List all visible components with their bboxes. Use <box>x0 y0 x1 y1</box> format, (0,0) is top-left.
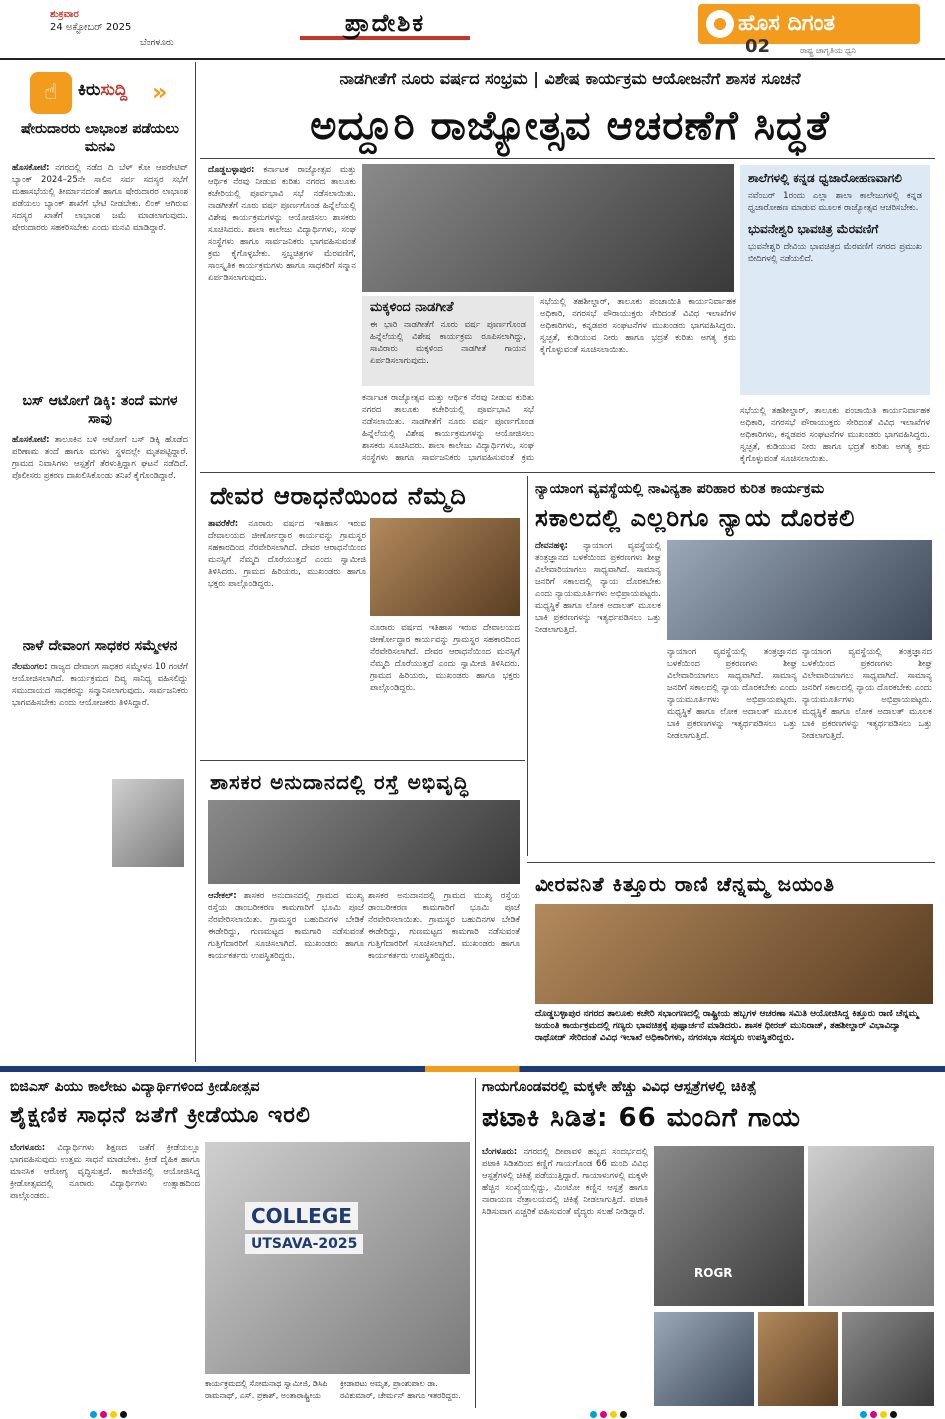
story-body: ತಾವರೆಕೆರೆ: ನೂರಾರು ವರ್ಷದ ಇತಿಹಾಸ ಇರುವ ದೇವಾಲಯದ ಜೀರ್ಣೋದ್ಧಾರ ಕಾರ್ಯವನ್ನು ಗ್ರಾಮಸ್ಥರ ಸಹಕಾರದಿಂದ ನೆರವೇರಿಸಲಾಗಿದೆ. ದೇವರ ಆರಾಧನೆಯಿಂದ ಮನಸ್ಸಿಗೆ ನೆಮ್ಮದಿ ದೊರೆಯುತ್ತದೆ ಎಂದು ಸ್ವಾಮೀಜಿ ತಿಳಿಸಿದರು. ಗ್ರಾಮದ ಹಿರಿಯರು, ಮುಖಂಡರು ಹಾಗೂ ಭಕ್ತರು ಪಾಲ್ಗೊಂಡಿದ್ದರು. <box>208 519 366 589</box>
issue-date-block <box>50 8 131 34</box>
edition-city: ಬೆಂಗಳೂರು <box>140 38 174 48</box>
story-body: ಆನೇಕಲ್: ಶಾಸಕರ ಅನುದಾನದಲ್ಲಿ ಗ್ರಾಮದ ಮುಖ್ಯ ರಸ್ತೆಯ ಡಾಂಬರೀಕರಣ ಕಾಮಗಾರಿಗೆ ಭೂಮಿ ಪೂಜೆ ನೆರವೇರಿಸಲಾಯಿತು. ಗ್ರಾಮಸ್ಥರ ಬಹುದಿನಗಳ ಬೇಡಿಕೆ ಈಡೇರಿದ್ದು, ಗುಣಮಟ್ಟದ ಕಾಮಗಾರಿ ನಡೆಸುವಂತೆ ಗುತ್ತಿಗೆದಾರರಿಗೆ ಸೂಚಿಸಲಾಗಿದೆ. ಮುಖಂಡರು ಹಾಗೂ ಕಾರ್ಯಕರ್ತರು ಉಪಸ್ಥಿತರಿದ್ದರು. <box>208 891 364 961</box>
brand-logo <box>698 4 920 44</box>
divider <box>200 760 525 761</box>
meeting-photo <box>362 164 734 292</box>
brief-body: ನೆಲಮಂಗಲ: ರಾಜ್ಯದ ದೇವಾಂಗ ಸಾಧಕರ ಸಮ್ಮೇಳನ 10 ಗಂಟೆಗೆ ಆಯೋಜಿಸಲಾಗಿದೆ. ಕಾರ್ಯಕ್ರಮದ ದಿವ್ಯ ಸಾನಿಧ್ಯ ವಹಿಸಲಿದ್ದು ಸಮುದಾಯದ ಸಾಧಕರನ್ನು ಸನ್ಮಾನಿಸಲಾಗುವುದು. ಸಾರ್ವಜನಿಕರು ಭಾಗವಹಿಸಬೇಕು ಎಂದು ಆಯೋಜಕರು ತಿಳಿಸಿದ್ದಾರೆ. <box>12 662 188 708</box>
highlight-text: ಭುವನೇಶ್ವರಿ ದೇವಿಯ ಭಾವಚಿತ್ರದ ಮೆರವಣಿಗೆ ನಗರದ ಪ್ರಮುಖ ಬೀದಿಗಳಲ್ಲಿ ನಡೆಯಲಿದೆ. <box>748 242 922 264</box>
story-kicker: ಬಿಜಿಎಸ್ ಪಿಯು ಕಾಲೇಜು ವಿದ್ಯಾರ್ಥಿಗಳಿಂದ ಕ್ರೀಡೋತ್ಸವ <box>10 1079 260 1095</box>
chevrons-icon: » <box>152 78 168 106</box>
story-body: ದೇವನಹಳ್ಳಿ: ನ್ಯಾಯಾಂಗ ವ್ಯವಸ್ಥೆಯಲ್ಲಿ ತಂತ್ರಜ್ಞಾನದ ಬಳಕೆಯಿಂದ ಪ್ರಕರಣಗಳು ಶೀಘ್ರ ವಿಲೇವಾರಿಯಾಗಲು ಸಾಧ್ಯವಾಗಿದೆ. ಸಾಮಾನ್ಯ ಜನರಿಗೆ ಸಕಾಲದಲ್ಲಿ ನ್ಯಾಯ ದೊರಕಬೇಕು ಎಂದು ನ್ಯಾಯಮೂರ್ತಿಗಳು ಅಭಿಪ್ರಾಯಪಟ್ಟರು. ಮಧ್ಯಸ್ಥಿಕೆ ಹಾಗೂ ಲೋಕ ಅದಾಲತ್ ಮೂಲಕ ಬಾಕಿ ಪ್ರಕರಣಗಳನ್ನು ಇತ್ಯರ್ಥಪಡಿಸಲು ಒತ್ತು ನೀಡಲಾಗುತ್ತಿದೆ. <box>535 541 661 635</box>
highlight-title: ಭುವನೇಶ್ವರಿ ಭಾವಚಿತ್ರ ಮೆರವಣಿಗೆ <box>748 222 879 236</box>
weekday: ಶುಕ್ರವಾರ <box>50 9 79 20</box>
briefs-column <box>0 62 196 1062</box>
brief-item <box>12 392 188 654</box>
top-story-body-3: ಕರ್ನಾಟಕ ರಾಜ್ಯೋತ್ಸವ ಮತ್ತು ಆರ್ಥಿಕ ನೆರವು ನೀಡುವ ಕುರಿತು ನಗರದ ತಾಲೂಕು ಕಚೇರಿಯಲ್ಲಿ ಪೂರ್ವಭಾವಿ ಸಭೆ ನಡೆಸಲಾಯಿತು. ನಾಡಗೀತೆಗೆ ನೂರು ವರ್ಷ ಪೂರ್ಣಗೊಂಡ ಹಿನ್ನೆಲೆಯಲ್ಲಿ ವಿಶೇಷ ಕಾರ್ಯಕ್ರಮಗಳನ್ನು ಆಯೋಜಿಸಲು ಶಾಸಕರು ಸೂಚಿಸಿದರು. ಶಾಲಾ ಕಾಲೇಜು ವಿದ್ಯಾರ್ಥಿಗಳು, ಸಂಘ ಸಂಸ್ಥೆಗಳು ಹಾಗೂ ಸಾರ್ವಜನಿಕರು ಭಾಗವಹಿಸುವಂತೆ ಕ್ರಮ <box>362 393 534 463</box>
brief-title: ಷೇರುದಾರರು ಲಾಭಾಂಶ ಪಡೆಯಲು ಮನವಿ <box>21 121 179 155</box>
divider <box>200 158 935 159</box>
story-body-2: ನ್ಯಾಯಾಂಗ ವ್ಯವಸ್ಥೆಯಲ್ಲಿ ತಂತ್ರಜ್ಞಾನದ ಬಳಕೆಯಿಂದ ಪ್ರಕರಣಗಳು ಶೀಘ್ರ ವಿಲೇವಾರಿಯಾಗಲು ಸಾಧ್ಯವಾಗಿದೆ. ಸಾಮಾನ್ಯ ಜನರಿಗೆ ಸಕಾಲದಲ್ಲಿ ನ್ಯಾಯ ದೊರಕಬೇಕು ಎಂದು ನ್ಯಾಯಮೂರ್ತಿಗಳು ಅಭಿಪ್ರಾಯಪಟ್ಟರು. ಮಧ್ಯಸ್ಥಿಕೆ ಹಾಗೂ ಲೋಕ ಅದಾಲತ್ ಮೂಲಕ ಬಾಕಿ ಪ್ರಕರಣಗಳನ್ನು ಇತ್ಯರ್ಥಪಡಿಸಲು ಒತ್ತು ನೀಡಲಾಗುತ್ತಿದೆ. <box>667 647 797 741</box>
print-registration-marks <box>90 1410 130 1419</box>
photo-caption: ಕಾರ್ಯಕ್ರಮದಲ್ಲಿ ಸೋಮನಾಥ ಸ್ವಾಮೀಜಿ, ಡಿಸಿಪಿ ರಾಮನಾಥ್, ಎಸ್. ಪ್ರಕಾಶ್, ಅಂತಾರಾಷ್ಟ್ರೀಯ <box>205 1379 328 1400</box>
judiciary-event-photo <box>667 540 932 640</box>
brief-title: ನಾಳೆ ದೇವಾಂಗ ಸಾಧಕರ ಸಮ್ಮೇಳನ <box>22 638 178 654</box>
brief-body: ಹೊಸಕೋಟೆ: ನಗರದಲ್ಲಿ ನಡೆದ ದಿ ಬೆಳ್ ಕೋ ಆಪರೇಟಿವ್ ಬ್ಯಾಂಕ್ 2024–25ನೇ ಸಾಲಿನ ಸರ್ವ ಸದಸ್ಯರ ಸಭೆಗೆ ಮಹಾಸಭೆಯಲ್ಲಿ ತೀರ್ಮಾನದಂತೆ ಹಾಗೂ ಷೇರುದಾರರ ಲಾಭಾಂಶ ಪಡೆಯಲು ಬ್ಯಾಂಕ್ ಶಾಖೆಗೆ ಭೇಟಿ ನೀಡಬೇಕು. ಲಿಂಕ್ ಆಗಿರುವ ಸದಸ್ಯರ ಖಾತೆಗೆ ಲಾಭಾಂಶ ಜಮೆ ಮಾಡಲಾಗುವುದು. ಷೇರುದಾರರು ಸಹಕರಿಸಬೇಕು ಎಂದು ಮನವಿ ಮಾಡಿದ್ದಾರೆ. <box>12 163 188 233</box>
divider <box>527 862 935 863</box>
masthead <box>0 0 945 60</box>
story-body: ಬೆಂಗಳೂರು: ವಿದ್ಯಾರ್ಥಿಗಳು ಶಿಕ್ಷಣದ ಜತೆಗೆ ಕ್ರೀಡೆಯಲ್ಲೂ ಭಾಗವಹಿಸುವುದು ಉತ್ತಮ ಸಾಧನೆ ಮಾಡಬೇಕು. ಕ್ರೀಡೆ ದೈಹಿಕ ಹಾಗೂ ಮಾನಸಿಕ ಆರೋಗ್ಯ ವೃದ್ಧಿಸುತ್ತದೆ. ಕಾಲೇಜಿನಲ್ಲಿ ಆಯೋಜಿಸಿದ್ದ ಕ್ರೀಡೋತ್ಸವದಲ್ಲಿ ನೂರಾರು ವಿದ್ಯಾರ್ಥಿಗಳು ಉತ್ಸಾಹದಿಂದ ಪಾಲ್ಗೊಂಡರು. <box>10 1143 200 1201</box>
caption-text: ಈ ಭಾರಿ ನಾಡಗೀತೆಗೆ ನೂರು ವರ್ಷ ಪೂರ್ಣಗೊಂಡ ಹಿನ್ನೆಲೆಯಲ್ಲಿ ವಿಶೇಷ ಕಾರ್ಯಕ್ರಮ ರೂಪಿಸಲಾಗಿದ್ದು, ಸಾವಿರಾರು ಮಕ್ಕಳಿಂದ ನಾಡಗೀತೆ ಗಾಯನ ಏರ್ಪಡಿಸಲಾಗುವುದು. <box>370 320 526 366</box>
portrait-photo <box>112 779 184 867</box>
jayanti-photo <box>535 904 933 1004</box>
highlight-box <box>740 165 930 395</box>
highlight-text: ನವೆಂಬರ್ 1ರಂದು ಎಲ್ಲಾ ಶಾಲಾ ಕಾಲೇಜುಗಳಲ್ಲಿ ಕನ್ನಡ ಧ್ವಜಾರೋಹಣ ಮಾಡುವ ಮೂಲಕ ರಾಜ್ಯೋತ್ಸವ ಆಚರಿಸಬೇಕು. <box>748 191 922 213</box>
brief-item <box>12 120 188 377</box>
photo-caption: ದೊಡ್ಡಬಳ್ಳಾಪುರ ನಗರದ ತಾಲೂಕು ಕಚೇರಿ ಸಭಾಂಗಣದಲ್ಲಿ ರಾಷ್ಟ್ರೀಯ ಹಬ್ಬಗಳ ಆಚರಣಾ ಸಮಿತಿ ಆಯೋಜಿಸಿದ್ದ ಕಿತ್ತೂರು ರಾಣಿ ಚೆನ್ನಮ್ಮ ಜಯಂತಿ ಕಾರ್ಯಕ್ರಮದಲ್ಲಿ ಗಣ್ಯರು ಭಾವಚಿತ್ರಕ್ಕೆ ಪುಷ್ಪಾರ್ಚನೆ ಮಾಡಿದರು. ಶಾಸಕ ಧೀರಜ್ ಮುನಿರಾಜ್, ತಹಶೀಲ್ದಾರ್ ವಿಭಾವಿದ್ಯಾ ರಾಥೋಡ್ ಸೇರಿದಂತೆ ವಿವಿಧ ಇಲಾಖೆ ಅಧಿಕಾರಿಗಳು, ನಗರಸಭಾ ಸದಸ್ಯರು ಉಪಸ್ಥಿತರಿದ್ದರು. <box>535 1009 919 1043</box>
brand-emblem-icon <box>706 10 734 38</box>
eye-exam-photo <box>654 1312 754 1406</box>
brief-title: ಬಸ್ ಆಟೋಗೆ ಡಿಕ್ಕಿ: ತಂದೆ ಮಗಳ ಸಾವು <box>22 393 178 427</box>
temple-photo <box>370 518 520 616</box>
section-divider-bar <box>0 1066 945 1072</box>
patient-photo <box>654 1146 804 1306</box>
divider <box>200 472 935 473</box>
sports-fest-photo <box>205 1142 470 1374</box>
top-story-body: ದೊಡ್ಡಬಳ್ಳಾಪುರ: ಕರ್ನಾಟಕ ರಾಜ್ಯೋತ್ಸವ ಮತ್ತು ಆರ್ಥಿಕ ನೆರವು ನೀಡುವ ಕುರಿತು ನಗರದ ತಾಲೂಕು ಕಚೇರಿಯಲ್ಲಿ ಪೂರ್ವಭಾವಿ ಸಭೆ ನಡೆಸಲಾಯಿತು. ನಾಡಗೀತೆಗೆ ನೂರು ವರ್ಷ ಪೂರ್ಣಗೊಂಡ ಹಿನ್ನೆಲೆಯಲ್ಲಿ ವಿಶೇಷ ಕಾರ್ಯಕ್ರಮಗಳನ್ನು ಆಯೋಜಿಸಲು ಶಾಸಕರು ಸೂಚಿಸಿದರು. ಶಾಲಾ ಕಾಲೇಜು ವಿದ್ಯಾರ್ಥಿಗಳು, ಸಂಘ ಸಂಸ್ಥೆಗಳು ಹಾಗೂ ಸಾರ್ವಜನಿಕರು ಭಾಗವಹಿಸುವಂತೆ ಕ್ರಮ ಕೈಗೊಳ್ಳಬೇಕು. ಸ್ತಬ್ಧಚಿತ್ರಗಳ ಮೆರವಣಿಗೆ, ಸಾಂಸ್ಕೃತಿಕ ಕಾರ್ಯಕ್ರಮಗಳು ಹಾಗೂ ಸಾಧಕರಿಗೆ ಸನ್ಮಾನ ಏರ್ಪಡಿಸಲಾಗುವುದು. <box>208 165 356 283</box>
column-rule <box>527 476 528 856</box>
story-body-3: ನ್ಯಾಯಾಂಗ ವ್ಯವಸ್ಥೆಯಲ್ಲಿ ತಂತ್ರಜ್ಞಾನದ ಬಳಕೆಯಿಂದ ಪ್ರಕರಣಗಳು ಶೀಘ್ರ ವಿಲೇವಾರಿಯಾಗಲು ಸಾಧ್ಯವಾಗಿದೆ. ಸಾಮಾನ್ಯ ಜನರಿಗೆ ಸಕಾಲದಲ್ಲಿ ನ್ಯಾಯ ದೊರಕಬೇಕು ಎಂದು ನ್ಯಾಯಮೂರ್ತಿಗಳು ಅಭಿಪ್ರಾಯಪಟ್ಟರು. ಮಧ್ಯಸ್ಥಿಕೆ ಹಾಗೂ ಲೋಕ ಅದಾಲತ್ ಮೂಲಕ ಬಾಕಿ ಪ್ರಕರಣಗಳನ್ನು ಇತ್ಯರ್ಥಪಡಿಸಲು ಒತ್ತು ನೀಡಲಾಗುತ್ತಿದೆ. <box>802 647 932 741</box>
story-body: ಬೆಂಗಳೂರು: ನಗರದಲ್ಲಿ ದೀಪಾವಳಿ ಹಬ್ಬದ ಸಂದರ್ಭದಲ್ಲಿ ಪಟಾಕಿ ಸಿಡಿತದಿಂದ ಕಣ್ಣಿಗೆ ಗಾಯಗೊಂಡ 66 ಮಂದಿ ವಿವಿಧ ಆಸ್ಪತ್ರೆಗಳಲ್ಲಿ ಚಿಕಿತ್ಸೆ ಪಡೆಯುತ್ತಿದ್ದಾರೆ. ಗಾಯಾಳುಗಳಲ್ಲಿ ಮಕ್ಕಳೇ ಹೆಚ್ಚಿನ ಸಂಖ್ಯೆಯಲ್ಲಿದ್ದು, ಮಿಂಟೋ ಕಣ್ಣಿನ ಆಸ್ಪತ್ರೆ ಹಾಗೂ ನಾರಾಯಣ ನೇತ್ರಾಲಯದಲ್ಲಿ ಚಿಕಿತ್ಸೆ ನೀಡಲಾಗುತ್ತಿದೆ. ಪಟಾಕಿ ಸಿಡಿಸುವಾಗ ಎಚ್ಚರಿಕೆ ವಹಿಸುವಂತೆ ವೈದ್ಯರು ಸಲಹೆ ನೀಡಿದ್ದಾರೆ. <box>482 1147 648 1217</box>
top-story-kicker: ನಾಡಗೀತೆಗೆ ನೂರು ವರ್ಷದ ಸಂಭ್ರಮ | ವಿಶೇಷ ಕಾರ್ಯಕ್ರಮ ಆಯೋಜನೆಗೆ ಶಾಸಕ ಸೂಚನೆ <box>339 69 801 88</box>
doctor-photo <box>808 1146 934 1306</box>
print-registration-marks <box>590 1410 630 1419</box>
story-headline: ಸಕಾಲದಲ್ಲಿ ಎಲ್ಲರಿಗೂ ನ್ಯಾಯ ದೊರಕಲಿ <box>535 504 856 532</box>
banner-text-2: UTSAVA-2025 <box>245 1234 363 1254</box>
story-kicker: ಗಾಯಗೊಂಡವರಲ್ಲಿ ಮಕ್ಕಳೇ ಹೆಚ್ಚು ವಿವಿಧ ಆಸ್ಪತ್ರೆಗಳಲ್ಲಿ ಚಿಕಿತ್ಸೆ <box>482 1079 757 1095</box>
shirt-text: ROGR <box>694 1266 733 1280</box>
top-story-body-4: ಸಭೆಯಲ್ಲಿ ತಹಶೀಲ್ದಾರ್, ತಾಲೂಕು ಪಂಚಾಯಿತಿ ಕಾರ್ಯನಿರ್ವಾಹಕ ಅಧಿಕಾರಿ, ನಗರಸಭೆ ಪೌರಾಯುಕ್ತರು ಸೇರಿದಂತೆ ವಿವಿಧ ಇಲಾಖೆಗಳ ಅಧಿಕಾರಿಗಳು, ಕನ್ನಡಪರ ಸಂಘಟನೆಗಳ ಮುಖಂಡರು ಭಾಗವಹಿಸಿದ್ದರು. ಸ್ವಚ್ಛತೆ, ಕುಡಿಯುವ ನೀರು ಹಾಗೂ ಭದ್ರತೆ ಕುರಿತು ಅಗತ್ಯ ಕ್ರಮ ಕೈಗೊಳ್ಳುವಂತೆ ಸೂಚಿಸಲಾಯಿತು. <box>740 406 930 464</box>
highlight-title: ಶಾಲೆಗಳಲ್ಲಿ ಕನ್ನಡ ಧ್ವಜಾರೋಹಣವಾಗಲಿ <box>748 171 902 185</box>
brand-tagline: ರಾಷ್ಟ್ರ ಜಾಗೃತಿಯ ಧ್ವನಿ <box>800 46 857 55</box>
story-headline: ವೀರವನಿತೆ ಕಿತ್ತೂರು ರಾಣಿ ಚೆನ್ನಮ್ಮ ಜಯಂತಿ <box>535 872 835 896</box>
print-registration-marks <box>860 1410 900 1419</box>
briefs-label: ಕಿರುಸುದ್ದಿ <box>78 80 128 100</box>
caption-title: ಮಕ್ಕಳಿಂದ ನಾಡಗೀತೆ <box>370 300 454 315</box>
top-story-body-2: ಸಭೆಯಲ್ಲಿ ತಹಶೀಲ್ದಾರ್, ತಾಲೂಕು ಪಂಚಾಯಿತಿ ಕಾರ್ಯನಿರ್ವಾಹಕ ಅಧಿಕಾರಿ, ನಗರಸಭೆ ಪೌರಾಯುಕ್ತರು ಸೇರಿದಂತೆ ವಿವಿಧ ಇಲಾಖೆಗಳ ಅಧಿಕಾರಿಗಳು, ಕನ್ನಡಪರ ಸಂಘಟನೆಗಳ ಮುಖಂಡರು ಭಾಗವಹಿಸಿದ್ದರು. ಸ್ವಚ್ಛತೆ, ಕುಡಿಯುವ ನೀರು ಹಾಗೂ ಭದ್ರತೆ ಕುರಿತು ಅಗತ್ಯ ಕ್ರಮ ಕೈಗೊಳ್ಳುವಂತೆ ಸೂಚಿಸಲಾಯಿತು. <box>540 297 736 355</box>
photo-caption-box <box>362 296 534 386</box>
brief-item <box>12 637 188 761</box>
story-headline: ಶೈಕ್ಷಣಿಕ ಸಾಧನೆ ಜತೆಗೆ ಕ್ರೀಡೆಯೂ ಇರಲಿ <box>10 1103 311 1128</box>
top-story-headline: ಅದ್ದೂರಿ ರಾಜ್ಯೋತ್ಸವ ಆಚರಣೆಗೆ ಸಿದ್ಧತೆ <box>310 103 830 149</box>
column-rule <box>475 1078 476 1408</box>
section-title: ಪ್ರಾದೇಶಿಕ <box>300 6 470 40</box>
brief-body: ಹೊಸಕೋಟೆ: ತಾಲೂಕಿನ ಬಳಿ ಆಟೋಗೆ ಬಸ್ ಡಿಕ್ಕಿ ಹೊಡೆದ ಪರಿಣಾಮ ತಂದೆ ಹಾಗೂ ಮಗಳು ಸ್ಥಳದಲ್ಲೇ ಮೃತಪಟ್ಟಿದ್ದಾರೆ. ಗ್ರಾಮದ ನಿವಾಸಿಗಳು ಆಸ್ಪತ್ರೆಗೆ ತೆರಳುತ್ತಿದ್ದಾಗ ಘಟನೆ ನಡೆದಿದೆ. ಪೊಲೀಸರು ಪ್ರಕರಣ ದಾಖಲಿಸಿಕೊಂಡು ತನಿಖೆ ಕೈಗೊಂಡಿದ್ದಾರೆ. <box>12 435 188 481</box>
story-headline: ಶಾಸಕರ ಅನುದಾನದಲ್ಲಿ ರಸ್ತೆ ಅಭಿವೃದ್ಧಿ <box>210 770 470 794</box>
story-headline: ದೇವರ ಆರಾಧನೆಯಿಂದ ನೆಮ್ಮದಿ <box>210 482 467 510</box>
story-kicker: ನ್ಯಾಯಾಂಗ ವ್ಯವಸ್ಥೆಯಲ್ಲಿ ನಾವಿನ್ಯತಾ ಪರಿಹಾರ ಕುರಿತ ಕಾರ್ಯಕ್ರಮ <box>535 481 825 497</box>
story-headline: ಪಟಾಕಿ ಸಿಡಿತ: 66 ಮಂದಿಗೆ ಗಾಯ <box>482 1103 802 1133</box>
briefs-header <box>30 72 180 114</box>
banner-text: COLLEGE <box>245 1202 358 1230</box>
photo-caption-2: ಕ್ರೀಡಾಪಟು ಅಮೃತ, ಪ್ರಾಂಶುಪಾಲ ಡಾ. ರವಿಕುಮಾರ್, ಚೇರ್ಮನ್ ಹಾಗೂ ಇತರರಿದ್ದರು. <box>340 1379 461 1400</box>
issue-date: 24 ಅಕ್ಟೋಬರ್ 2025 <box>50 22 132 33</box>
road-event-photo <box>208 800 520 884</box>
brand-name: ಹೊಸ ದಿಗಂತ <box>738 11 836 36</box>
bandaged-patient-photo <box>842 1312 934 1406</box>
story-body-2: ಶಾಸಕರ ಅನುದಾನದಲ್ಲಿ ಗ್ರಾಮದ ಮುಖ್ಯ ರಸ್ತೆಯ ಡಾಂಬರೀಕರಣ ಕಾಮಗಾರಿಗೆ ಭೂಮಿ ಪೂಜೆ ನೆರವೇರಿಸಲಾಯಿತು. ಗ್ರಾಮಸ್ಥರ ಬಹುದಿನಗಳ ಬೇಡಿಕೆ ಈಡೇರಿದ್ದು, ಗುಣಮಟ್ಟದ ಕಾಮಗಾರಿ ನಡೆಸುವಂತೆ ಗುತ್ತಿಗೆದಾರರಿಗೆ ಸೂಚಿಸಲಾಗಿದೆ. ಮುಖಂಡರು ಹಾಗೂ ಕಾರ್ಯಕರ್ತರು ಉಪಸ್ಥಿತರಿದ್ದರು. <box>368 891 520 961</box>
story-body-2: ನೂರಾರು ವರ್ಷದ ಇತಿಹಾಸ ಇರುವ ದೇವಾಲಯದ ಜೀರ್ಣೋದ್ಧಾರ ಕಾರ್ಯವನ್ನು ಗ್ರಾಮಸ್ಥರ ಸಹಕಾರದಿಂದ ನೆರವೇರಿಸಲಾಗಿದೆ. ದೇವರ ಆರಾಧನೆಯಿಂದ ಮನಸ್ಸಿಗೆ ನೆಮ್ಮದಿ ದೊರೆಯುತ್ತದೆ ಎಂದು ಸ್ವಾಮೀಜಿ ತಿಳಿಸಿದರು. ಗ್ರಾಮದ ಹಿರಿಯರು, ಮುಖಂಡರು ಹಾಗೂ ಭಕ್ತರು ಪಾಲ್ಗೊಂಡಿದ್ದರು. <box>370 623 520 693</box>
hand-icon: ☝ <box>30 72 72 114</box>
page-number: 02 <box>745 36 771 57</box>
child-patient-photo <box>758 1312 838 1406</box>
